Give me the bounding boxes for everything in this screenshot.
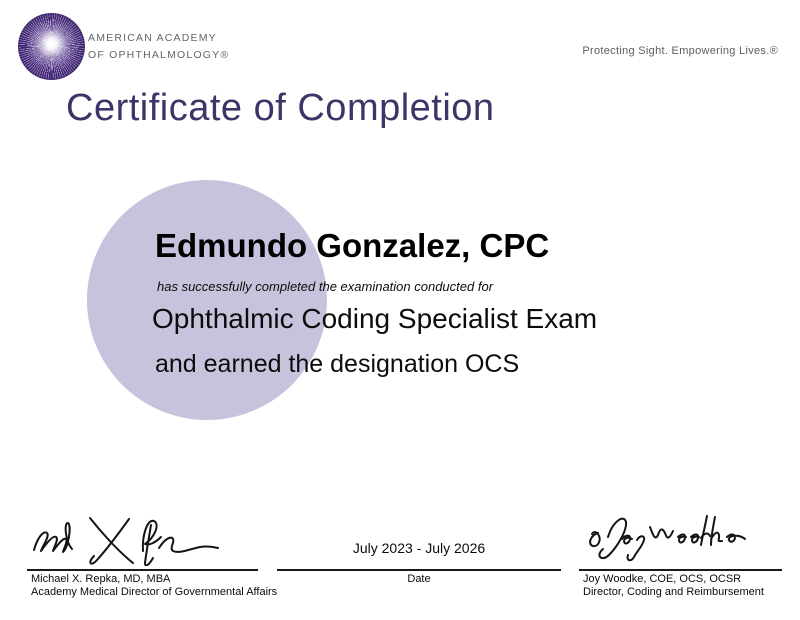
date-value: July 2023 - July 2026 — [352, 540, 486, 556]
certificate-title: Certificate of Completion — [66, 87, 495, 129]
right-signatory-title: Director, Coding and Reimbursement — [583, 586, 764, 598]
left-signature-line — [27, 569, 258, 571]
right-signature-line — [579, 569, 782, 571]
decorative-lavender-circle — [87, 180, 327, 420]
right-signatory — [583, 573, 764, 599]
org-name-line1: AMERICAN ACADEMY — [88, 32, 217, 44]
right-signatory-name: Joy Woodke, COE, OCS, OCSR — [583, 573, 742, 585]
aao-starburst-logo-icon — [18, 13, 85, 80]
recipient-name: Edmundo Gonzalez, CPC — [155, 227, 550, 264]
left-signatory-name: Michael X. Repka, MD, MBA — [31, 573, 171, 585]
left-signatory — [31, 573, 277, 599]
org-name-line2: OF OPHTHALMOLOGY® — [88, 49, 230, 61]
completion-statement: has successfully completed the examination conducted for — [157, 279, 494, 294]
date-label: Date — [407, 573, 431, 585]
org-name — [88, 30, 229, 64]
left-signatory-title: Academy Medical Director of Governmental Affairs — [31, 586, 278, 598]
exam-name: Ophthalmic Coding Specialist Exam — [152, 303, 598, 334]
tagline: Protecting Sight. Empowering Lives.® — [582, 45, 778, 57]
date-line — [277, 569, 561, 571]
designation-statement: and earned the designation OCS — [155, 350, 520, 378]
michael-repka-signature — [28, 506, 223, 566]
joy-woodke-signature — [584, 504, 749, 562]
